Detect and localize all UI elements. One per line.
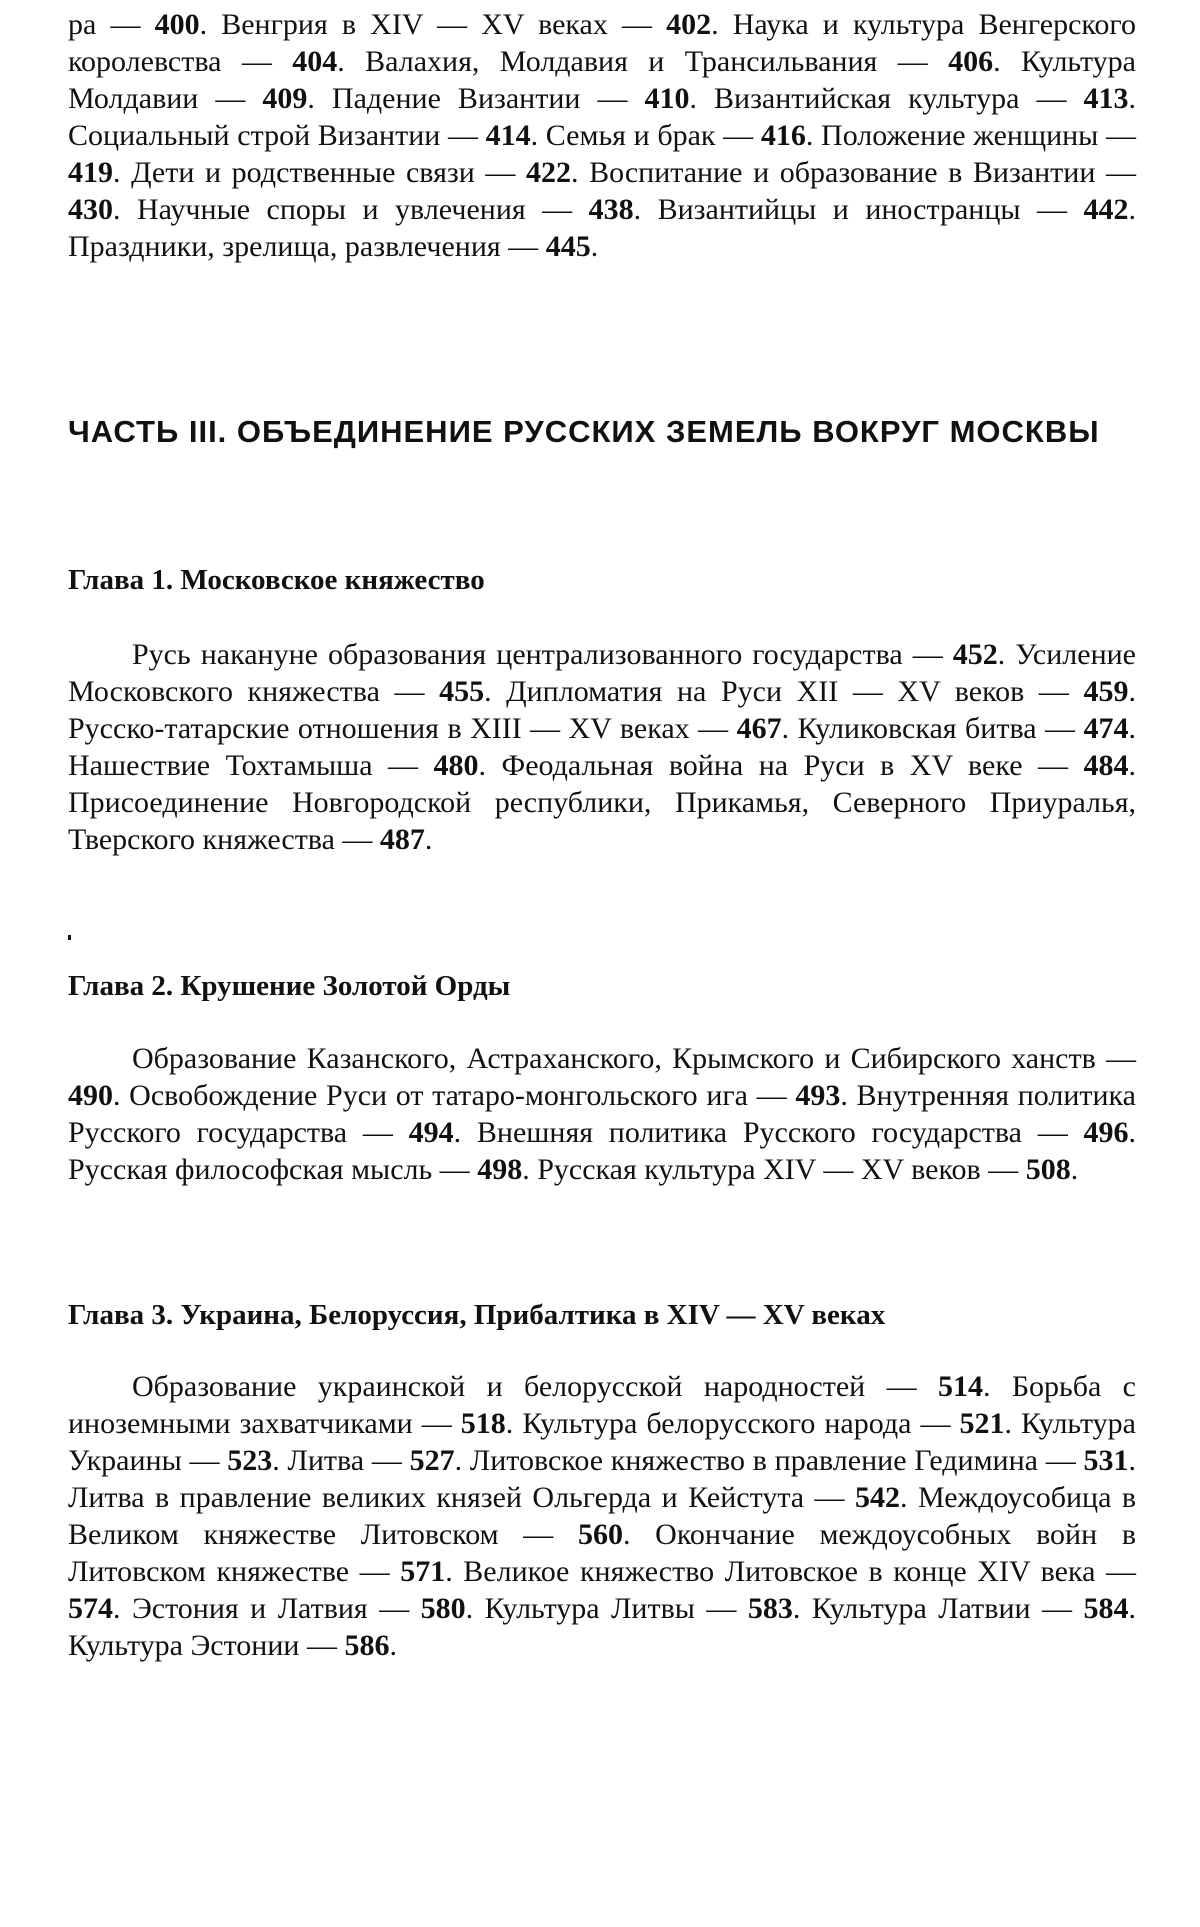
toc-entry-text: . Нашествие Тохтамыша — (68, 712, 1136, 782)
chapter-2-contents (68, 1040, 1136, 1188)
chapter-3-heading: Глава 3. Украина, Белоруссия, Прибалтика в XIV — XV веках (68, 1299, 886, 1331)
page-number: 584 (1083, 1592, 1129, 1625)
page-number: 523 (227, 1444, 273, 1477)
page-number: 514 (937, 1370, 983, 1403)
page-number: 508 (1025, 1153, 1071, 1186)
toc-entry-text: . Феодальная война на Руси в XV веке — (478, 749, 1084, 782)
toc-entry-text: . Социальный строй Византии — (68, 82, 1136, 152)
page-number: 531 (1083, 1444, 1129, 1477)
toc-entry-text: Русь накануне образования централизованного государства — (132, 638, 953, 671)
toc-entry-text: . Воспитание и образование в Византии — (570, 156, 1136, 189)
page-number: 494 (408, 1116, 454, 1149)
page-number: 422 (525, 156, 571, 189)
toc-entry-text: . Семья и брак — (530, 119, 761, 152)
toc-entry-text: . Падение Византии — (307, 82, 645, 115)
page-number: 542 (855, 1481, 900, 1514)
print-speck (68, 935, 71, 940)
page-number: 580 (420, 1592, 466, 1625)
toc-entry-text: . Положение женщины — (805, 119, 1136, 152)
page-number: 459 (1083, 675, 1129, 708)
toc-entry-text: . (1070, 1153, 1079, 1186)
toc-entry-text: . (389, 1629, 397, 1662)
toc-entry-text: . Внутренняя политика Русского государства — (68, 1079, 1136, 1149)
page-number: 487 (379, 823, 425, 856)
page-number: 521 (959, 1407, 1005, 1440)
toc-entry-text: . Эстония и Латвия — (113, 1592, 421, 1625)
toc-entry-text: . Внешняя политика Русского государства — (453, 1116, 1084, 1149)
toc-entry-text: . Византийская культура — (689, 82, 1084, 115)
toc-entry-text: . Борьба с иноземными захватчиками — (68, 1370, 1136, 1440)
page-number: 586 (344, 1629, 390, 1662)
page-number: 442 (1083, 193, 1129, 226)
toc-entry-text: . Культура белорусского народа — (505, 1407, 960, 1440)
page-number: 583 (747, 1592, 793, 1625)
toc-entry-text: . Венгрия в XIV — XV веках — (199, 8, 667, 41)
toc-entry-text: . Культура Эстонии — (68, 1592, 1137, 1662)
toc-entry-text: Образование украинской и белорусской народностей — (132, 1370, 938, 1403)
toc-entry-text: . Присоединение Новгородской республики, Прикамья, Северного Приуралья, Тверского княжества — (68, 749, 1136, 856)
toc-entry-text: . Дипломатия на Руси XII — XV веков — (484, 675, 1084, 708)
page-number: 571 (400, 1555, 446, 1588)
page-number: 474 (1083, 712, 1129, 745)
toc-entry-text: . Русско-татарские отношения в XIII — XV веках — (68, 675, 1136, 745)
toc-entry-text: Образование Казанского, Астраханского, Крымского и Сибирского ханств — (132, 1042, 1136, 1075)
toc-entry-text: ра — (68, 8, 155, 41)
page-number: 416 (760, 119, 806, 152)
page-number: 410 (644, 82, 690, 115)
toc-entry-text: . Литва в правление великих князей Ольгерда и Кейстута — (68, 1444, 1136, 1514)
part-title: ЧАСТЬ III. ОБЪЕДИНЕНИЕ РУССКИХ ЗЕМЕЛЬ ВОКРУГ МОСКВЫ (68, 414, 1100, 449)
page-number: 452 (952, 638, 998, 671)
page-number: 419 (68, 156, 113, 189)
page-number: 574 (68, 1592, 113, 1625)
toc-entry-text: . (424, 823, 433, 856)
page-number: 490 (68, 1079, 113, 1112)
toc-entry-text: . Куликовская битва — (781, 712, 1084, 745)
toc-entry-text: . Культура Украины — (68, 1407, 1137, 1477)
page-number: 404 (292, 45, 338, 78)
intro-paragraph (68, 6, 1136, 265)
toc-entry-text: . Литовское княжество в правление Гедимина — (454, 1444, 1084, 1477)
toc-entry-text: . Усиление Московского княжества — (68, 638, 1136, 708)
toc-entry-text: . Междоусобица в Великом княжестве Литовском — (68, 1481, 1136, 1551)
toc-entry-text: . Праздники, зрелища, развлечения — (68, 193, 1136, 263)
toc-entry-text: . Освобождение Руси от татаро-монгольского ига — (113, 1079, 796, 1112)
chapter-3-contents (68, 1368, 1136, 1664)
page-number: 527 (409, 1444, 455, 1477)
toc-entry-text: . Культура Латвии — (792, 1592, 1084, 1625)
page-number: 518 (460, 1407, 506, 1440)
chapter-1-heading: Глава 1. Московское княжество (68, 564, 485, 596)
page-number: 400 (154, 8, 200, 41)
page-number: 455 (439, 675, 485, 708)
page-number: 413 (1083, 82, 1129, 115)
toc-entry-text: . Русская философская мысль — (68, 1116, 1136, 1186)
toc-entry-text: . Литва — (272, 1444, 410, 1477)
page-number: 498 (477, 1153, 523, 1186)
toc-entry-text: . Великое княжество Литовское в конце XIV века — (445, 1555, 1136, 1588)
page-number: 409 (262, 82, 308, 115)
page-number: 496 (1083, 1116, 1129, 1149)
page-number: 445 (545, 230, 591, 263)
toc-entry-text: . Культура Молдавии — (68, 45, 1136, 115)
page-number: 406 (948, 45, 994, 78)
page-number: 414 (485, 119, 531, 152)
page-number: 430 (68, 193, 113, 226)
toc-entry-text: . Русская культура XIV — XV веков — (522, 1153, 1026, 1186)
chapter-1-contents (68, 636, 1136, 858)
toc-entry-text: . Дети и родственные связи — (113, 156, 526, 189)
page-number: 484 (1083, 749, 1129, 782)
page-number: 438 (588, 193, 634, 226)
page-number: 560 (577, 1518, 623, 1551)
toc-entry-text: . Научные споры и увлечения — (113, 193, 589, 226)
page-number: 467 (736, 712, 782, 745)
chapter-2-heading: Глава 2. Крушение Золотой Орды (68, 970, 511, 1002)
page-number: 493 (795, 1079, 841, 1112)
toc-entry-text: . Окончание междоусобных войн в Литовском княжестве — (68, 1518, 1136, 1588)
page-number: 402 (666, 8, 712, 41)
page-number: 480 (433, 749, 479, 782)
toc-entry-text: . Византийцы и иностранцы — (633, 193, 1084, 226)
toc-entry-text: . Валахия, Молдавия и Трансильвания — (337, 45, 949, 78)
toc-entry-text: . Наука и культура Венгерского королевства — (68, 8, 1136, 78)
toc-entry-text: . (590, 230, 599, 263)
toc-entry-text: . Культура Литвы — (465, 1592, 748, 1625)
